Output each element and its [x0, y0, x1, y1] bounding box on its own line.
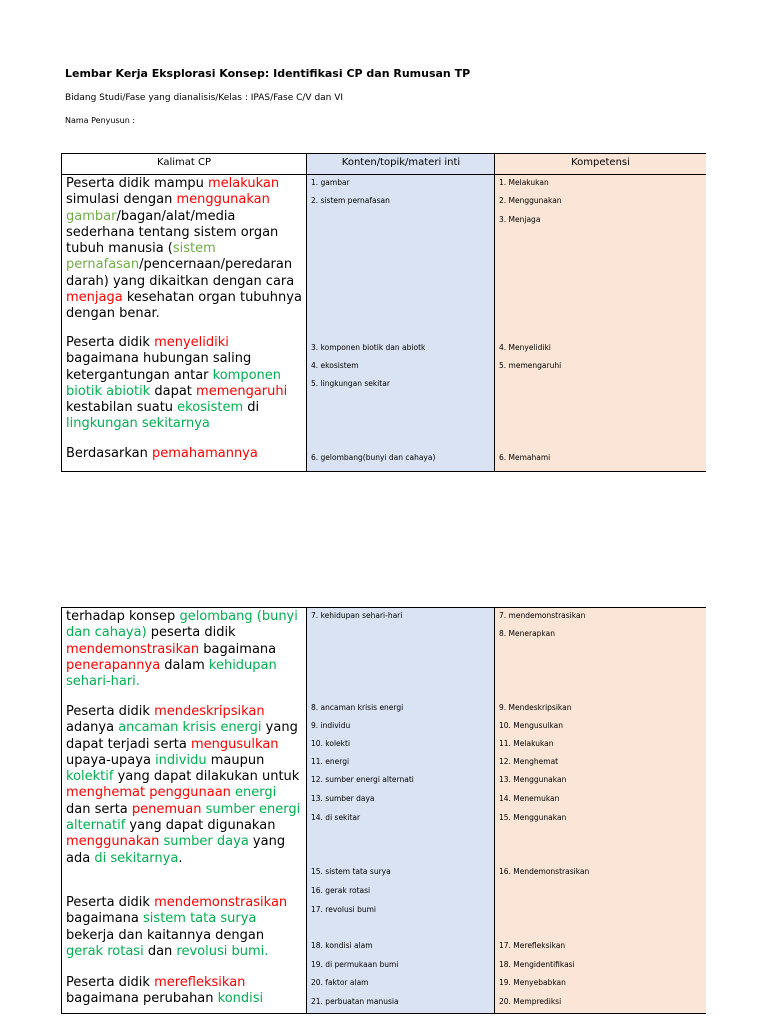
- cp-text: bagaimana hubungan saling ketergantungan antar: [66, 351, 252, 383]
- cp-highlight: lingkungan sekitarnya: [66, 416, 210, 432]
- konten-item: 21. perbuatan manusia: [311, 997, 399, 1006]
- cp-highlight: kehidupan sehari-hari.: [66, 657, 277, 690]
- header-konten: Konten/topik/materi inti: [307, 154, 495, 175]
- subject-line: Bidang Studi/Fase yang dianalisis/Kelas : IPAS/Fase C/V dan VI: [65, 93, 344, 103]
- cp-text: bekerja dan kaitannya dengan: [66, 927, 265, 943]
- kompetensi-item: 8. Menerapkan: [499, 629, 555, 638]
- cp-text: bagaimana: [66, 911, 144, 927]
- konten-item: 2. sistem pernafasan: [311, 196, 390, 205]
- cp-text: peserta didik: [146, 625, 236, 641]
- kompetensi-item: 1. Melakukan: [499, 178, 549, 187]
- cp-text: .: [178, 850, 183, 866]
- konten-item: 16. gerak rotasi: [311, 886, 371, 895]
- cp-text: Peserta didik: [66, 335, 155, 350]
- cp-text: adanya: [66, 720, 119, 736]
- konten-item: 6. gelombang(bunyi dan cahaya): [311, 453, 436, 462]
- cp-highlight: gambar: [66, 208, 117, 224]
- cp-highlight: kondisi: [217, 991, 264, 1007]
- cp-table-1: [61, 153, 706, 472]
- cp-text: dapat: [150, 383, 197, 399]
- kompetensi-item: 2. Menggunakan: [499, 196, 562, 205]
- cp-text: Peserta didik: [66, 895, 155, 910]
- cp-highlight: melakukan: [208, 176, 280, 191]
- kompetensi-item: 11. Melakukan: [499, 739, 554, 748]
- cp-text: maupun: [206, 752, 265, 768]
- cp-highlight: menggunakan: [66, 834, 160, 850]
- cp-highlight: menyelidiki: [154, 335, 229, 350]
- konten-item: 9. individu: [311, 721, 351, 730]
- konten-column: [306, 154, 495, 471]
- cp-highlight: energi: [235, 785, 277, 801]
- header-kompetensi: Kompetensi: [495, 154, 706, 175]
- cp-paragraph: [66, 335, 304, 433]
- cp-table-2: [61, 607, 706, 1014]
- cp-text: /pencernaan/peredaran darah) yang dikaitkan dengan cara: [66, 257, 295, 289]
- kalimat-cp-column: [62, 608, 306, 1013]
- cp-highlight: pemahamannya: [151, 446, 258, 461]
- cp-text: yang dapat digunakan: [125, 818, 276, 834]
- cp-highlight: penemuan: [131, 801, 202, 817]
- kompetensi-column: [494, 608, 706, 1013]
- konten-item: 7. kehidupan sehari-hari: [311, 611, 403, 620]
- konten-item: 4. ekosistem: [311, 361, 359, 370]
- konten-item: 17. revolusi bumi: [311, 905, 376, 914]
- konten-item: 5. lingkungan sekitar: [311, 379, 390, 388]
- cp-text: upaya-upaya: [66, 752, 156, 768]
- cp-highlight: sumber daya: [163, 834, 249, 850]
- konten-item: 20. faktor alam: [311, 978, 369, 987]
- cp-text: /bagan/alat/media sederhana tentang sistem organ tubuh manusia (: [66, 208, 279, 257]
- cp-highlight: penerapannya: [66, 657, 161, 673]
- cp-highlight: mendemonstrasikan: [154, 895, 288, 910]
- cp-highlight: di sekitarnya: [94, 850, 179, 866]
- cp-text: bagaimana perubahan: [66, 991, 218, 1007]
- cp-highlight: mengusulkan: [191, 736, 279, 752]
- cp-paragraph: [66, 975, 304, 1008]
- cp-highlight: gelombang (bunyi dan cahaya): [66, 609, 298, 641]
- konten-column: [306, 608, 495, 1013]
- cp-paragraph: [66, 446, 304, 462]
- cp-text: Peserta didik: [66, 975, 155, 990]
- konten-item: 10. kolekti: [311, 739, 351, 748]
- kompetensi-item: 14. Menemukan: [499, 794, 560, 803]
- kompetensi-column: [494, 154, 706, 471]
- cp-highlight: revolusi bumi.: [176, 943, 269, 959]
- kompetensi-item: 20. Memprediksi: [499, 997, 562, 1006]
- cp-text: simulasi dengan: [66, 192, 177, 208]
- konten-item: 3. komponen biotik dan abiotk: [311, 343, 426, 352]
- cp-text: kestabilan suatu: [66, 400, 178, 416]
- konten-item: 18. kondisi alam: [311, 941, 373, 950]
- cp-text: Berdasarkan: [66, 446, 152, 461]
- cp-highlight: menghemat penggunaan: [66, 785, 231, 801]
- cp-highlight: individu: [155, 752, 207, 768]
- cp-highlight: kolektif: [66, 769, 114, 785]
- kompetensi-item: 3. Menjaga: [499, 215, 541, 224]
- page-title: Lembar Kerja Eksplorasi Konsep: Identifikasi CP dan Rumusan TP: [65, 67, 471, 80]
- cp-text: dan serta: [66, 801, 132, 817]
- cp-highlight: komponen biotik abiotik: [66, 367, 282, 399]
- header-kalimat-cp: Kalimat CP: [62, 154, 306, 175]
- cp-text: bagaimana: [199, 641, 277, 657]
- cp-text: dan: [143, 943, 177, 959]
- cp-highlight: ancaman krisis energi: [118, 720, 262, 736]
- cp-text: terhadap konsep: [66, 609, 180, 624]
- konten-item: 12. sumber energi alternati: [311, 775, 414, 784]
- cp-text: kesehatan organ tubuhnya dengan benar.: [66, 290, 302, 322]
- cp-text: Peserta didik: [66, 704, 155, 719]
- konten-item: 15. sistem tata surya: [311, 867, 391, 876]
- kompetensi-item: 13. Menggunakan: [499, 775, 567, 784]
- cp-text: dalam: [160, 657, 209, 673]
- cp-text: yang ada: [66, 834, 286, 866]
- konten-item: 11. energi: [311, 757, 350, 766]
- kompetensi-item: 9. Mendeskripsikan: [499, 703, 572, 712]
- cp-paragraph: [66, 176, 304, 323]
- cp-highlight: gerak rotasi: [66, 943, 144, 959]
- cp-highlight: mendemonstrasikan: [66, 641, 200, 657]
- cp-highlight: merefleksikan: [154, 975, 246, 990]
- kompetensi-item: 4. Menyelidiki: [499, 343, 551, 352]
- cp-highlight: ekosistem: [177, 400, 244, 416]
- konten-item: 13. sumber daya: [311, 794, 375, 803]
- cp-highlight: menjaga: [66, 290, 123, 306]
- konten-item: 8. ancaman krisis energi: [311, 703, 404, 712]
- kompetensi-item: 5. memengaruhi: [499, 361, 562, 370]
- cp-highlight: sistem pernafasan: [66, 241, 216, 273]
- kalimat-cp-column: [62, 154, 306, 471]
- kompetensi-item: 19. Menyebabkan: [499, 978, 566, 987]
- kompetensi-item: 18. Mengidentifikasi: [499, 960, 575, 969]
- konten-item: 19. di permukaan bumi: [311, 960, 399, 969]
- author-label: Nama Penyusun :: [65, 116, 136, 125]
- kompetensi-item: 17. Merefleksikan: [499, 941, 566, 950]
- kompetensi-item: 10. Mengusulkan: [499, 721, 563, 730]
- cp-text: Peserta didik mampu: [66, 176, 208, 191]
- cp-highlight: sistem tata surya: [143, 911, 257, 927]
- konten-item: 14. di sekitar: [311, 813, 361, 822]
- kompetensi-item: 12. Menghemat: [499, 757, 559, 766]
- cp-text: yang dapat dilakukan untuk: [113, 769, 300, 785]
- cp-paragraph: [66, 895, 304, 960]
- cp-highlight: mendeskripsikan: [154, 704, 265, 719]
- cp-highlight: memengaruhi: [196, 383, 288, 399]
- cp-highlight: menggunakan: [176, 192, 270, 208]
- cp-highlight: sumber energi alternatif: [66, 801, 301, 834]
- kompetensi-item: 6. Memahami: [499, 453, 551, 462]
- cp-paragraph: [66, 704, 304, 867]
- kompetensi-item: 7. mendemonstrasikan: [499, 611, 586, 620]
- cp-text: yang dapat terjadi serta: [66, 720, 298, 752]
- kompetensi-item: 15. Menggunakan: [499, 813, 567, 822]
- cp-text: di: [243, 400, 260, 416]
- konten-item: 1. gambar: [311, 178, 350, 187]
- kompetensi-item: 16. Mendemonstrasikan: [499, 867, 590, 876]
- cp-paragraph: [66, 609, 304, 690]
